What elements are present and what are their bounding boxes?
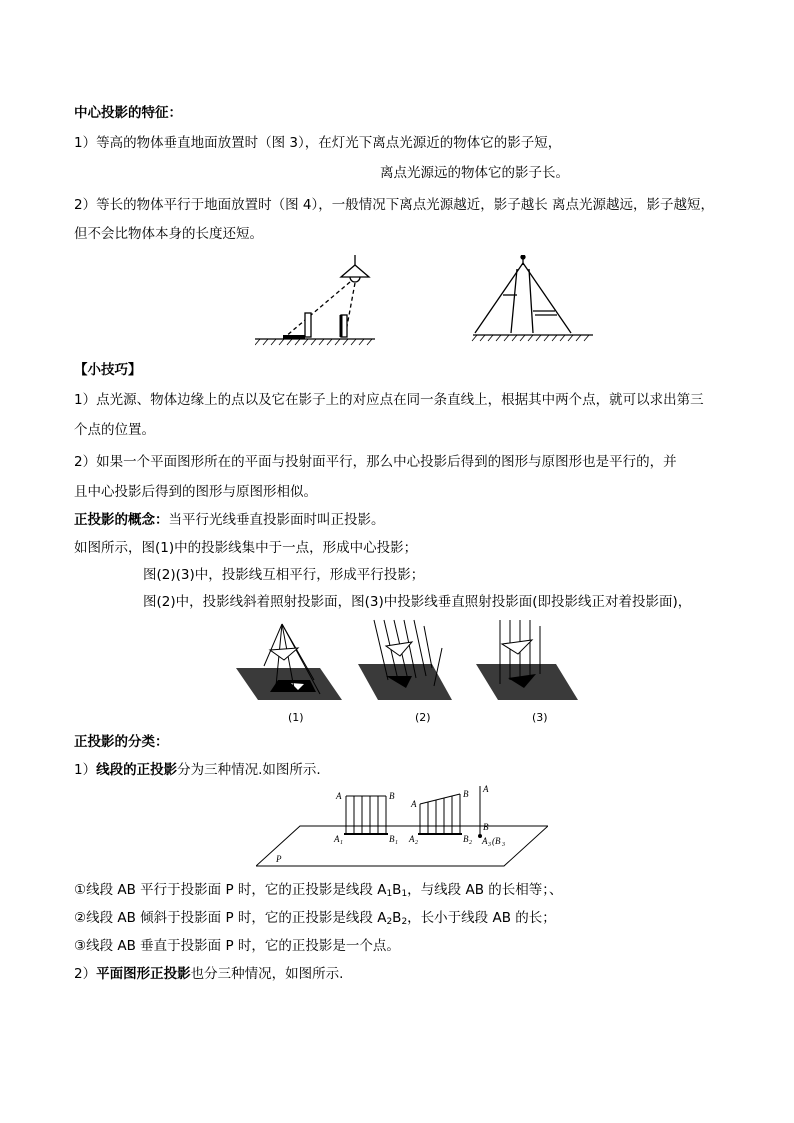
fig-caption-3: (3) xyxy=(532,711,548,724)
label-B1: B xyxy=(389,834,395,844)
case-1-sub2: 1 xyxy=(401,889,408,899)
label-A1: A xyxy=(334,834,340,844)
classification-item-2 xyxy=(74,964,343,984)
fig-caption-1: (1) xyxy=(288,711,304,724)
case-2-start: ②线段 AB 倾斜于投影面 P 时，它的正投影是线段 A xyxy=(74,910,387,926)
figure-lamp-shadow xyxy=(255,255,375,345)
paragraph-tip-2-line1: 2）如果一个平面图形所在的平面与投射面平行，那么中心投影后得到的图形与原图形也是平行的，并 xyxy=(74,454,677,470)
label-B-vertical: B xyxy=(483,822,489,832)
label-A2-sub: 2 xyxy=(415,840,418,846)
label-P: P xyxy=(276,854,282,864)
paragraph-tip-1-line2: 个点的位置。 xyxy=(74,422,155,438)
case-1-start: ①线段 AB 平行于投影面 P 时，它的正投影是线段 A xyxy=(74,882,387,898)
figure-orthographic-projection xyxy=(476,620,578,700)
label-A-tilted: A xyxy=(411,799,417,809)
case-1-mid: B xyxy=(392,882,402,898)
case-2 xyxy=(74,908,556,932)
classification-item-1-prefix: 1） xyxy=(74,762,97,778)
paragraph-central-1-cont: 离点光源远的物体它的影子长。 xyxy=(380,165,569,181)
label-B3: (B xyxy=(492,836,501,846)
figure-lamp-and-pyramid xyxy=(255,255,595,350)
label-B2-sub: 2 xyxy=(469,840,472,846)
classification-item-2-label: 平面图形正投影 xyxy=(96,966,191,982)
label-B3-sub: 3 xyxy=(502,842,505,848)
case-2-sub1: 2 xyxy=(386,917,393,927)
classification-item-1 xyxy=(74,760,321,780)
figure-projection-types xyxy=(236,618,588,706)
label-A2: A xyxy=(409,834,415,844)
label-B-tilted: B xyxy=(463,789,469,799)
label-B1-sub: 1 xyxy=(395,840,398,846)
heading-tips: 【小技巧】 xyxy=(74,362,142,378)
orthographic-concept-label: 正投影的概念： xyxy=(74,512,169,528)
fig-caption-2: (2) xyxy=(415,711,431,724)
classification-item-2-text: 也分三种情况，如图所示. xyxy=(190,966,344,982)
classification-item-1-label: 线段的正投影 xyxy=(96,762,178,778)
case-2-mid: B xyxy=(392,910,402,926)
classification-item-2-prefix: 2） xyxy=(74,966,97,982)
paragraph-central-2-line2: 但不会比物体本身的长度还短。 xyxy=(74,226,263,242)
paragraph-tip-2-line2: 且中心投影后得到的图形与原图形相似。 xyxy=(74,484,317,500)
case-1-end: ，与线段 AB 的长相等；、 xyxy=(407,882,563,898)
label-A-vertical: A xyxy=(483,784,489,794)
label-A3: A xyxy=(482,836,488,846)
label-A3-sub: 3 xyxy=(488,842,491,848)
orthographic-line-1: 如图所示，图(1)中的投影线集中于一点，形成中心投影； xyxy=(74,540,418,556)
heading-classification: 正投影的分类： xyxy=(74,734,169,750)
figure-segment-projection xyxy=(256,782,548,868)
figure-pyramid-shadow xyxy=(472,255,593,341)
heading-central-projection: 中心投影的特征： xyxy=(74,105,182,121)
paragraph-tip-1-line1: 1）点光源、物体边缘上的点以及它在影子上的对应点在同一条直线上，根据其中两个点，就可以求出第三 xyxy=(74,392,704,408)
orthographic-line-3: 图(2)中，投影线斜着照射投影面，图(3)中投影线垂直照射投影面(即投影线正对着投影面)， xyxy=(143,594,692,610)
case-1-sub1: 1 xyxy=(386,889,393,899)
classification-item-1-text: 分为三种情况.如图所示. xyxy=(177,762,321,778)
figure-central-projection xyxy=(236,624,342,700)
case-2-sub2: 2 xyxy=(401,917,408,927)
orthographic-line-2: 图(2)(3)中，投影线互相平行，形成平行投影； xyxy=(143,567,425,583)
case-1 xyxy=(74,880,563,904)
label-A: A xyxy=(336,791,342,801)
paragraph-central-2-line1: 2）等长的物体平行于地面放置时（图 4），一般情况下离点光源越近，影子越长 离点光源越远，影子越短， xyxy=(74,197,715,213)
case-2-end: ，长小于线段 AB 的长； xyxy=(407,910,556,926)
orthographic-concept-text: 当平行光线垂直投影面时叫正投影。 xyxy=(168,512,385,528)
label-B: B xyxy=(389,791,395,801)
label-B2: B xyxy=(463,834,469,844)
figure-oblique-parallel-projection xyxy=(358,620,452,700)
paragraph-central-1: 1）等高的物体垂直地面放置时（图 3），在灯光下离点光源近的物体它的影子短， xyxy=(74,135,562,151)
case-3: ③线段 AB 垂直于投影面 P 时，它的正投影是一个点。 xyxy=(74,938,400,954)
orthographic-concept xyxy=(74,510,385,530)
label-A1-sub: 1 xyxy=(340,840,343,846)
